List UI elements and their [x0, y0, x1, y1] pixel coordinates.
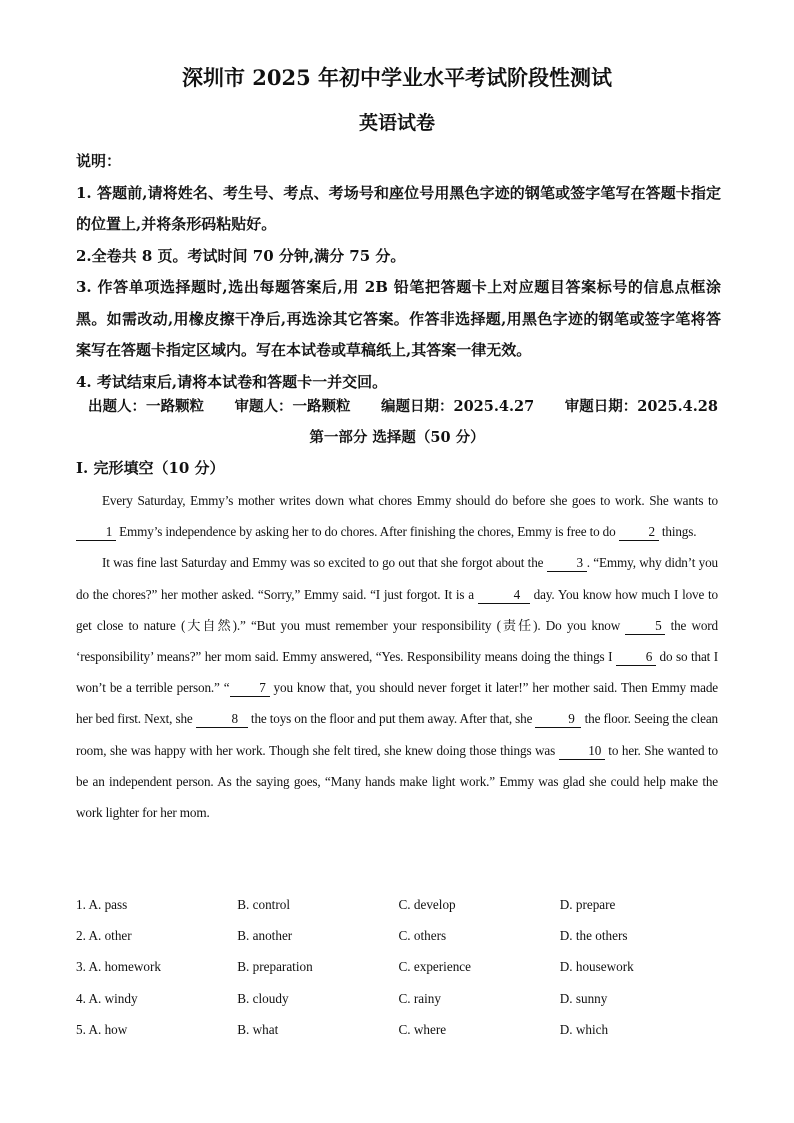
exam-meta: [88, 395, 718, 416]
option: D. housework: [559, 959, 634, 975]
blank-10: 10: [559, 743, 605, 760]
instructions-heading: 说明：: [76, 152, 122, 170]
cloze-passage: [76, 485, 718, 828]
option: B. preparation: [237, 959, 313, 975]
review-date-label: 审题日期：2025.4.28: [564, 398, 718, 415]
section-title: Ⅰ. 完形填空（10 分）: [76, 459, 225, 477]
passage-text: the word ‘responsibility’ means?” her mom said. Emmy answered, “Yes. Responsibility means doing the things I: [76, 617, 718, 665]
option: D. which: [559, 1021, 609, 1037]
passage-text: to her. She wanted to be an independent person. As the saying goes, “Many hands make light work.” Emmy was glad she could help make the work lighter for her mom.: [76, 742, 718, 821]
passage-text: the floor. Seeing the clean room, she was happy with her work. Though she felt tired, she knew doing those things was: [76, 711, 718, 758]
question-options-5: [76, 1019, 721, 1050]
question-options-3: [76, 956, 721, 987]
blank-7: 7: [230, 680, 270, 697]
option: 2. A. other: [76, 928, 132, 944]
instruction-item: 3. 作答单项选择题时,选出每题答案后,用 2B 铅笔把答题卡上对应题目答案标号的信息点框涂黑。如需改动,用橡皮擦干净后,再选涂其它答案。作答非选择题,用黑色字迹的钢笔或签字笔将答案写在答题卡指定区域内。写在本试卷或草稿纸上,其答案一律无效。: [76, 278, 721, 359]
blank-3: 3: [547, 555, 587, 572]
option: C. experience: [398, 959, 471, 975]
question-options-2: [76, 925, 721, 956]
option: B. what: [237, 1021, 279, 1037]
passage-text: It was fine last Saturday and Emmy was so excited to go out that she forgot about the: [102, 555, 547, 571]
option: C. develop: [398, 897, 456, 912]
option: D. the others: [559, 928, 628, 944]
option: B. cloudy: [237, 990, 289, 1006]
passage-text: you know that, you should never forget it later!” her mother said. Then Emmy made her bed first. Next, she: [76, 680, 718, 727]
option: C. rainy: [398, 990, 441, 1006]
instruction-item: 2.全卷共 8 页。考试时间 70 分钟,满分 75 分。: [76, 246, 406, 265]
passage-text: . “Emmy, why didn’t you do the chores?” her mother asked. “Sorry,” Emmy said. “I just forgot. It is a: [76, 555, 718, 602]
blank-5: 5: [625, 618, 665, 635]
passage-text: do so that I won’t be a terrible person.” “: [76, 649, 718, 696]
option: C. where: [398, 1021, 447, 1037]
part-title: 第一部分 选择题（50 分）: [309, 429, 485, 446]
option: 3. A. homework: [76, 959, 161, 975]
option: 1. A. pass: [76, 897, 128, 912]
blank-1: 1: [76, 524, 116, 541]
exam-subtitle: 英语试卷: [358, 112, 435, 134]
reviewer-label: 审题人：一路颗粒: [234, 398, 351, 415]
passage-text: Emmy’s independence by asking her to do chores. After finishing the chores, Emmy is free to do: [116, 524, 619, 540]
setter-label: 出题人：一路颗粒: [88, 398, 204, 415]
option: B. control: [237, 897, 290, 912]
option: D. sunny: [559, 990, 608, 1006]
passage-text: things.: [658, 524, 697, 540]
blank-4: 4: [478, 587, 530, 604]
option: D. prepare: [559, 897, 616, 912]
blank-8: 8: [196, 711, 248, 728]
exam-title: 深圳市 2025 年初中学业水平考试阶段性测试: [181, 65, 613, 90]
passage-text: Every Saturday, Emmy’s mother writes down what chores Emmy should do before she goes to work. She wants to: [102, 493, 718, 508]
blank-2: 2: [619, 524, 659, 541]
passage-text: day. You know how much I love to get close to nature (大自然).” “But you must remember your responsibility (责任). Do you know: [76, 586, 718, 633]
set-date-label: 编题日期：2025.4.27: [381, 398, 535, 415]
blank-9: 9: [535, 711, 581, 728]
passage-text: the toys on the floor and put them away. After that, she: [247, 711, 536, 727]
instruction-item: 1. 答题前,请将姓名、考生号、考点、考场号和座位号用黑色字迹的钢笔或签字笔写在答题卡指定的位置上,并将条形码粘贴好。: [76, 183, 721, 233]
question-options-4: [76, 988, 721, 1019]
blank-6: 6: [616, 649, 656, 666]
option: 5. A. how: [76, 1021, 128, 1037]
options-list: [76, 894, 721, 1050]
option: C. others: [398, 928, 447, 944]
option: B. another: [237, 928, 293, 944]
option: 4. A. windy: [76, 990, 138, 1006]
question-options-1: [76, 894, 721, 925]
instructions: [76, 146, 721, 398]
passage-paragraph-2: [76, 547, 718, 828]
instruction-item: 4. 考试结束后,请将本试卷和答题卡一并交回。: [76, 372, 388, 391]
passage-paragraph-1: [76, 485, 718, 547]
